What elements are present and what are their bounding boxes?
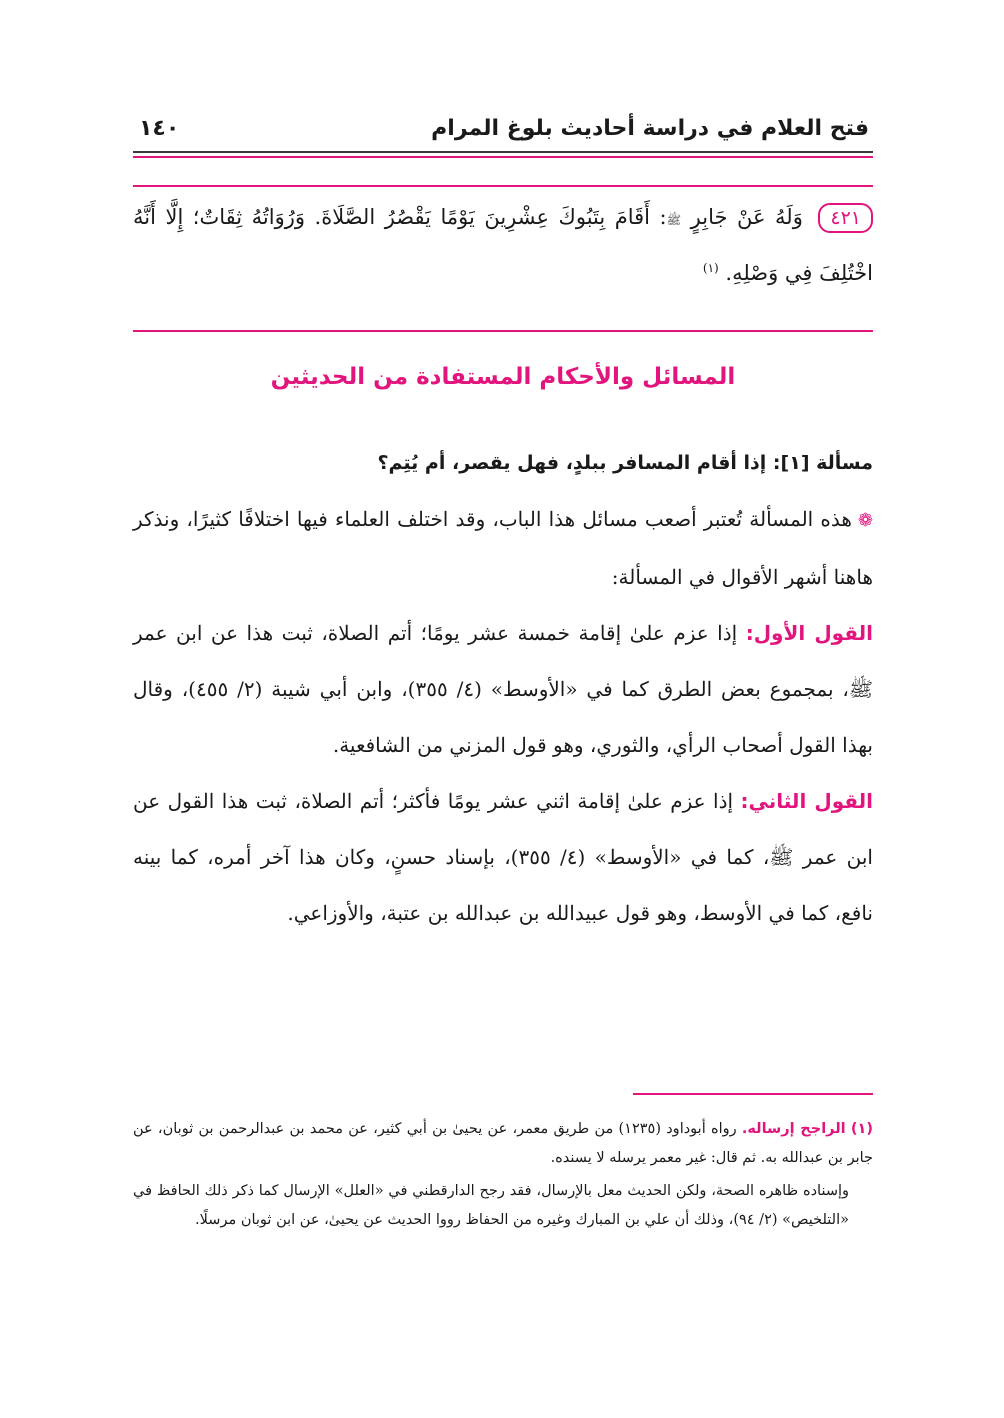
hadith-text-b: : أَقَامَ بِتَبُوكَ عِشْرِينَ يَوْمًا يَقْصُرُ الصَّلَاةَ. وَرُوَاتُهُ ثِقَاتٌ؛ إِلَّا أَنَّهُ اخْتُلِفَ فِي وَصْلِهِ.	[133, 205, 873, 285]
hadith-text-a: وَلَهُ عَنْ جَابِرٍ	[690, 205, 803, 229]
intro-paragraph	[133, 491, 873, 605]
hadith-bottom-rule	[133, 330, 873, 332]
book-title: فتح العلام في دراسة أحاديث بلوغ المرام	[431, 116, 869, 141]
opinion-one-label: القول الأول:	[745, 621, 873, 645]
main-body	[133, 435, 873, 941]
footnote-1-label: الراجح إرساله.	[741, 1121, 846, 1137]
footnote-1-text: رواه أبوداود (١٢٣٥) من طريق معمر، عن يحيىٰ بن أبي كثير، عن محمد بن عبدالرحمن بن ثوبان، عن جابر بن عبدالله به. ثم قال: غير معمر يرسله لا يسنده.	[133, 1121, 873, 1166]
hadith-number-badge: ٤٢١	[818, 203, 873, 233]
running-header	[133, 112, 873, 156]
header-rule	[133, 151, 873, 153]
page-number: ١٤٠	[139, 116, 180, 141]
footnote-separator	[633, 1093, 873, 1095]
intro-text: هذه المسألة تُعتبر أصعب مسائل هذا الباب، وقد اختلف العلماء فيها اختلافًا كثيرًا، ونذكر هاهنا أشهر الأقوال في المسألة:	[133, 507, 873, 589]
opinion-two	[133, 773, 873, 941]
header-rule-accent	[133, 156, 873, 158]
page	[133, 0, 873, 1418]
honorific-glyph: ﷺ	[666, 213, 682, 227]
flower-ornament-icon: ❁	[857, 510, 873, 531]
footnote-1	[133, 1115, 873, 1173]
footnotes	[133, 1115, 873, 1239]
question-heading: مسألة [١]: إذا أقام المسافر ببلدٍ، فهل يقصر، أم يُتِم؟	[377, 452, 873, 474]
hadith-top-rule	[133, 185, 873, 187]
footnote-reference[interactable]: (١)	[702, 261, 719, 275]
hadith-block	[133, 193, 873, 297]
opinion-one-text: إذا عزم علىٰ إقامة خمسة عشر يومًا؛ أتم الصلاة، ثبت هذا عن ابن عمر ﷺ، بمجموع بعض الطرق كما في «الأوسط» (٤/ ٣٥٥)، وابن أبي شيبة (٢/ ٤٥٥)، وقال بهذا القول أصحاب الرأي، والثوري، وهو قول المزني من الشافعية.	[133, 621, 873, 757]
opinion-two-text: إذا عزم علىٰ إقامة اثني عشر يومًا فأكثر؛ أتم الصلاة، ثبت هذا القول عن ابن عمر ﷺ، كما في «الأوسط» (٤/ ٣٥٥)، بإسناد حسنٍ، وكان هذا آخر أمره، كما بينه نافع، كما في الأوسط، وهو قول عبيدالله بن عبدالله بن عتبة، والأوزاعي.	[133, 789, 873, 925]
opinion-one	[133, 605, 873, 773]
footnote-1-number: (١)	[850, 1121, 874, 1137]
opinion-two-label: القول الثاني:	[740, 789, 874, 813]
section-title: المسائل والأحكام المستفادة من الحديثين	[270, 364, 736, 390]
footnote-1-continuation: وإسناده ظاهره الصحة، ولكن الحديث معل بالإرسال، فقد رجح الدارقطني في «العلل» الإرسال كما ذكر ذلك الحافظ في «التلخيص» (٢/ ٩٤)، وذلك أن علي بن المبارك وغيره من الحفاظ رووا الحديث عن يحيىٰ، عن ابن ثوبان مرسلًا.	[133, 1183, 849, 1228]
